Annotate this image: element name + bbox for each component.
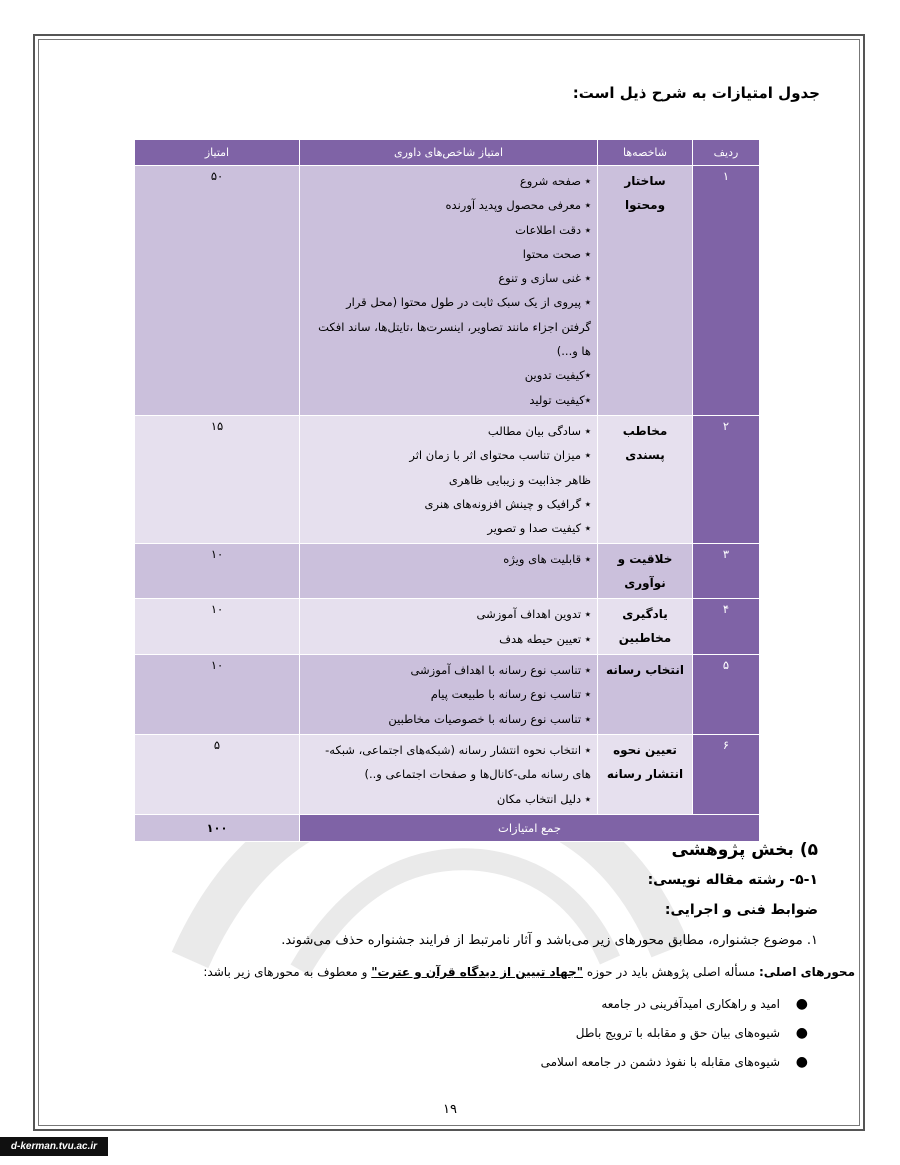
- table-body: [135, 166, 760, 815]
- indicator-item: ٭ تناسب نوع رسانه با طبیعت پیام: [430, 687, 591, 702]
- table-heading: جدول امتیازات به شرح ذیل است:: [572, 84, 820, 102]
- table-row: [135, 655, 760, 735]
- row-number: ۴: [693, 599, 760, 655]
- indicator-item: ظاهر جذابیت و زیبایی ظاهری: [448, 472, 591, 487]
- indicator-item: گرفتن اجزاء مانند تصاویر، اینسرت‌ها ،تایتل‌ها، ساند افکت: [318, 319, 591, 334]
- row-indicators: [300, 166, 598, 416]
- row-criterion: ساختار ومحتوا: [598, 166, 693, 416]
- axes-list: [541, 990, 808, 1077]
- header-criteria: شاخصه‌ها: [598, 140, 693, 166]
- indicator-item: ٭ معرفی محصول وپدید آورنده: [445, 198, 591, 213]
- table-row: [135, 544, 760, 599]
- table-row: [135, 415, 760, 543]
- indicator-item: های رسانه ملی-کانال‌ها و صفحات اجتماعی و..): [364, 767, 591, 782]
- list-item: ● امید و راهکاری امیدآفرینی در جامعه: [541, 990, 808, 1019]
- section-title: ۵) بخش پژوهشی: [671, 840, 818, 860]
- paragraph-topic: ۱. موضوع جشنواره، مطابق محورهای زیر می‌باشد و آثار نامرتبط از فرایند جشنواره حذف می‌شوند.: [281, 933, 818, 948]
- row-number: ۳: [693, 544, 760, 599]
- list-item: ● شیوه‌های مقابله با نفوذ دشمن در جامعه اسلامی: [541, 1048, 808, 1077]
- bullet-icon: ●: [795, 1054, 808, 1070]
- row-indicators: [300, 734, 598, 814]
- row-criterion: مخاطب پسندی: [598, 415, 693, 543]
- indicator-item: ٭ دلیل انتخاب مکان: [496, 791, 591, 806]
- row-number: ۲: [693, 415, 760, 543]
- bullet-icon: ●: [795, 1025, 808, 1041]
- main-axes-label: محورهای اصلی:: [758, 965, 855, 979]
- row-indicators: [300, 544, 598, 599]
- table-row: [135, 166, 760, 416]
- row-criterion: یادگیری مخاطبین: [598, 599, 693, 655]
- row-criterion: خلاقیت و نوآوری: [598, 544, 693, 599]
- paragraph-main-axes: [203, 965, 855, 979]
- row-score: ۱۰: [135, 599, 300, 655]
- indicator-item: ٭ دقت اطلاعات: [515, 222, 591, 237]
- indicator-item: ها و...): [556, 344, 591, 359]
- page-number: ۱۹: [443, 1102, 457, 1117]
- header-row-number: ردیف: [693, 140, 760, 166]
- section-subheading: ضوابط فنی و اجرایی:: [664, 902, 818, 918]
- row-indicators: [300, 655, 598, 735]
- row-indicators: [300, 599, 598, 655]
- total-row: [135, 814, 760, 841]
- bullet-icon: ●: [795, 996, 808, 1012]
- indicator-item: ٭ صحت محتوا: [522, 246, 591, 261]
- indicator-item: ٭کیفیت تدوین: [524, 368, 591, 383]
- header-indicators: امتیاز شاخص‌های داوری: [300, 140, 598, 166]
- indicator-item: ٭ گرافیک و چینش افزونه‌های هنری: [424, 496, 591, 511]
- total-label: جمع امتیازات: [300, 814, 760, 841]
- row-criterion: تعیین نحوه انتشار رسانه: [598, 734, 693, 814]
- table-row: [135, 734, 760, 814]
- indicator-item: ٭ پیروی از یک سبک ثابت در طول محتوا (محل قرار: [346, 295, 591, 310]
- table-header-row: [135, 140, 760, 166]
- row-score: ۵۰: [135, 166, 300, 416]
- indicator-item: ٭ قابلیت های ویژه: [503, 552, 591, 567]
- indicator-item: ٭ تناسب نوع رسانه با اهداف آموزشی: [410, 663, 591, 678]
- row-number: ۱: [693, 166, 760, 416]
- table-row: [135, 599, 760, 655]
- row-number: ۶: [693, 734, 760, 814]
- indicator-item: ٭ تناسب نوع رسانه با خصوصیات مخاطبین: [388, 711, 591, 726]
- row-score: ۵: [135, 734, 300, 814]
- row-indicators: [300, 415, 598, 543]
- indicator-item: ٭ انتخاب نحوه انتشار رسانه (شبکه‌های اجتماعی، شبکه-: [325, 742, 591, 757]
- indicator-item: ٭ سادگی بیان مطالب: [487, 423, 591, 438]
- section-subtitle: ۵-۱- رشته مقاله نویسی:: [647, 872, 818, 888]
- total-score: ۱۰۰: [135, 814, 300, 841]
- indicator-item: ٭ صفحه شروع: [519, 174, 591, 188]
- indicator-item: ٭ تدوین اهداف آموزشی: [476, 607, 591, 622]
- main-axes-end: و معطوف به محورهای زیر باشد:: [203, 965, 372, 979]
- indicator-item: ٭ میزان تناسب محتوای اثر با زمان اثر: [409, 448, 591, 463]
- row-score: ۱۵: [135, 415, 300, 543]
- list-item: ● شیوه‌های بیان حق و مقابله با ترویج باطل: [541, 1019, 808, 1048]
- row-score: ۱۰: [135, 544, 300, 599]
- score-table: [134, 139, 760, 842]
- indicator-item: ٭ غنی سازی و تنوع: [498, 271, 591, 286]
- indicator-item: ٭کیفیت تولید: [529, 392, 591, 407]
- row-criterion: انتخاب رسانه: [598, 655, 693, 735]
- row-number: ۵: [693, 655, 760, 735]
- row-score: ۱۰: [135, 655, 300, 735]
- site-url-label: d-kerman.tvu.ac.ir: [0, 1137, 108, 1156]
- indicator-item: ٭ تعیین حیطه هدف: [499, 631, 591, 646]
- main-axes-text: مسأله اصلی پژوهش باید در حوزه: [583, 965, 759, 979]
- main-axes-quote: "جهاد تبیین از دیدگاه قرآن و عترت": [371, 965, 583, 979]
- header-score: امتیاز: [135, 140, 300, 166]
- indicator-item: ٭ کیفیت صدا و تصویر: [487, 521, 591, 536]
